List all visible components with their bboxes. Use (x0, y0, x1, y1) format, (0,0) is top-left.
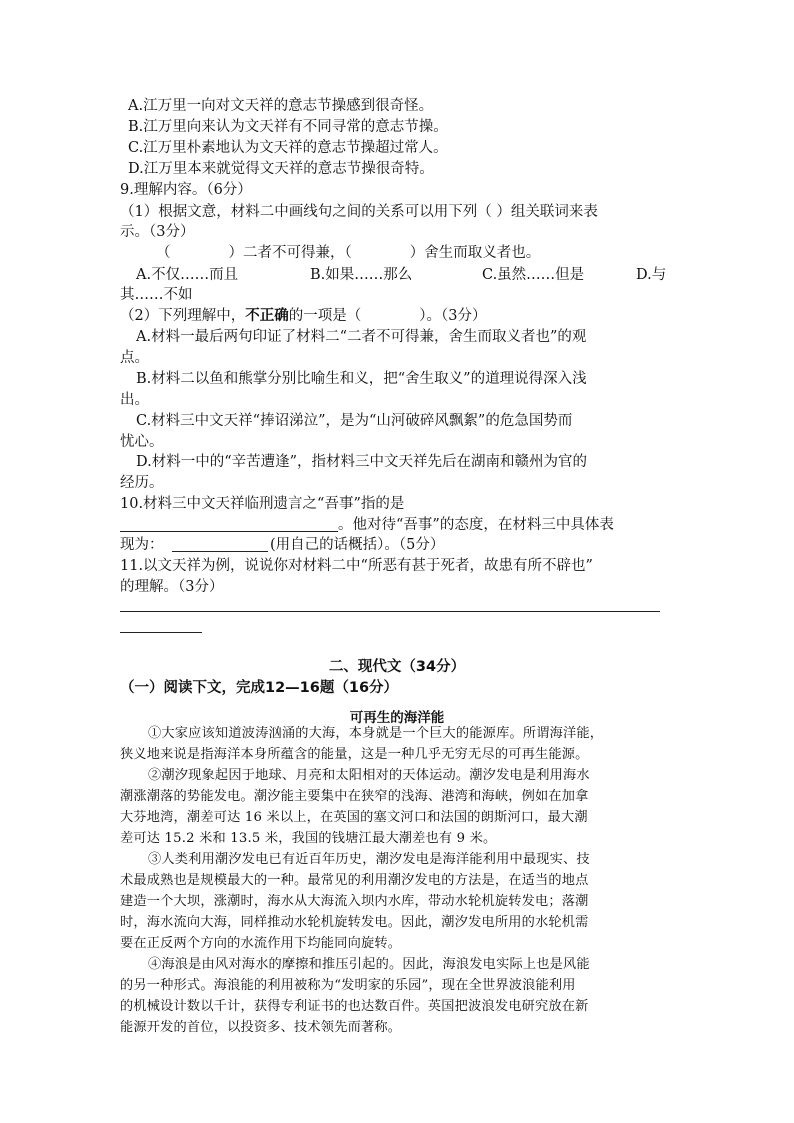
article-line: 大芬地湾，潮差可达 16 米以上，在英国的塞文河口和法国的朗斯河口，最大潮 (120, 810, 588, 825)
q8-option-b: B.江万里向来认为文天祥有不同寻常的意志节操。 (128, 119, 448, 135)
article-line: ③人类利用潮汐发电已有近百年历史，潮汐发电是海洋能利用中最现实、技 (148, 852, 590, 867)
q9-title: 9.理解内容。（6分） (120, 182, 252, 198)
article-line: 潮涨潮落的势能发电。潮汐能主要集中在狭窄的浅海、港湾和海峡，例如在加拿 (120, 789, 589, 804)
q10-line3-post: (用自己的话概括）。（5分） (270, 537, 445, 553)
q9-part2-emphasis: 不正确 (245, 307, 289, 324)
article-line: ④海浪是由风对海水的摩擦和推压引起的。因此，海浪发电实际上也是风能 (148, 957, 590, 972)
q8-option-c: C.江万里朴素地认为文天祥的意志节操超过常人。 (128, 140, 448, 156)
q11-answer-line-1[interactable] (120, 611, 660, 612)
q8-option-d: D.江万里本来就觉得文天祥的意志节操很奇特。 (128, 161, 434, 177)
q9-part2-option-a-cont: 点。 (120, 350, 149, 366)
article-line: 要在正反两个方向的水流作用下均能同向旋转。 (120, 936, 402, 951)
q10-answer-blank-1[interactable] (120, 531, 338, 532)
q9-part1-option-a: A.不仅……而且 (136, 267, 239, 283)
q9-part2-option-a: A.材料一最后两句印证了材料二“二者不可得兼，舍生而取义者也”的观 (136, 329, 587, 345)
q9-part2-option-c-cont: 忧心。 (120, 434, 164, 450)
q9-part1-line1: （1）根据文意，材料二中画线句之间的关系可以用下列（ ）组关联词来表 (120, 204, 598, 220)
q9-part1-fill: （ ）二者不可得兼，（ ）舍生而取义者也。 (156, 245, 541, 261)
q9-part1-option-d: D.与 (636, 267, 667, 283)
q9-part2-post: 的一项是（ ）。（3分） (288, 308, 487, 324)
article-line: 时，海水流向大海，同样推动水轮机旋转发电。因此，潮汐发电所用的水轮机需 (120, 915, 589, 930)
q9-part2-option-b-cont: 出。 (120, 392, 149, 408)
article-line: 术最成熟也是规模最大的一种。最常见的利用潮汐发电的方法是，在适当的地点 (120, 873, 589, 888)
q8-option-a: A.江万里一向对文天祥的意志节操感到很奇怪。 (128, 98, 434, 114)
q9-part1-option-c: C.虽然……但是 (482, 267, 585, 283)
article-line: 能源开发的首位，以投资多、技术领先而著称。 (120, 1020, 402, 1035)
q10-answer-blank-2[interactable] (172, 551, 268, 552)
q9-part1-line2: 示。（3分） (120, 224, 195, 240)
article-line: ②潮汐现象起因于地球、月亮和太阳相对的天体运动。潮汐发电是利用海水 (148, 768, 590, 783)
q9-part2-option-d: D.材料一中的“辛苦遭逢”，指材料三中文天祥先后在湖南和赣州为官的 (136, 454, 588, 470)
subsection-heading: （一）阅读下文，完成12—16题（16分） (120, 680, 399, 696)
article-line: 狭义地来说是指海洋本身所蕴含的能量，这是一种几乎无穷无尽的可再生能源。 (120, 747, 589, 762)
section-heading: 二、现代文（34分） (328, 659, 466, 675)
q10-line1: 10.材料三中文天祥临刑遗言之“吾事”指的是 (120, 496, 405, 512)
q9-part2-option-b: B.材料二以鱼和熊掌分别比喻生和义，把“舍生取义”的道理说得深入浅 (136, 371, 587, 387)
q10-line2: 。他对待“吾事”的态度，在材料三中具体表 (338, 517, 614, 533)
article-line: 的机械设计数以千计，获得专利证书的也达数百件。英国把波浪发电研究放在新 (120, 999, 589, 1014)
q9-part2-pre: （2）下列理解中， (120, 308, 246, 324)
q9-part2-option-d-cont: 经历。 (120, 475, 164, 491)
q9-part2-option-c: C.材料三中文天祥“捧诏涕泣”，是为“山河破碎风飘絮”的危急国势而 (136, 413, 573, 429)
q11-answer-line-2[interactable] (120, 632, 202, 633)
q9-part1-option-d-cont: 其……不如 (120, 287, 193, 303)
q11-line1: 11.以文天祥为例，说说你对材料二中“所恶有甚于死者，故患有所不辟也” (120, 558, 593, 574)
article-line: 建造一个大坝，涨潮时，海水从大海流入坝内水库，带动水轮机旋转发电；落潮 (120, 894, 589, 909)
q9-part1-option-b: B.如果……那么 (310, 267, 413, 283)
article-line: ①大家应该知道波涛汹涌的大海，本身就是一个巨大的能源库。所谓海洋能， (148, 726, 604, 741)
article-line: 差可达 15.2 米和 13.5 米，我国的钱塘江最大潮差也有 9 米。 (120, 831, 497, 846)
article-title: 可再生的海洋能 (349, 710, 445, 726)
q11-line2: 的理解。（3分） (120, 579, 224, 595)
q9-part2-stem (120, 306, 486, 326)
q10-line3-pre: 现为： (120, 537, 164, 553)
article-line: 的另一种形式。海浪能的利用被称为“发明家的乐园”，现在全世界波浪能利用 (120, 978, 576, 993)
